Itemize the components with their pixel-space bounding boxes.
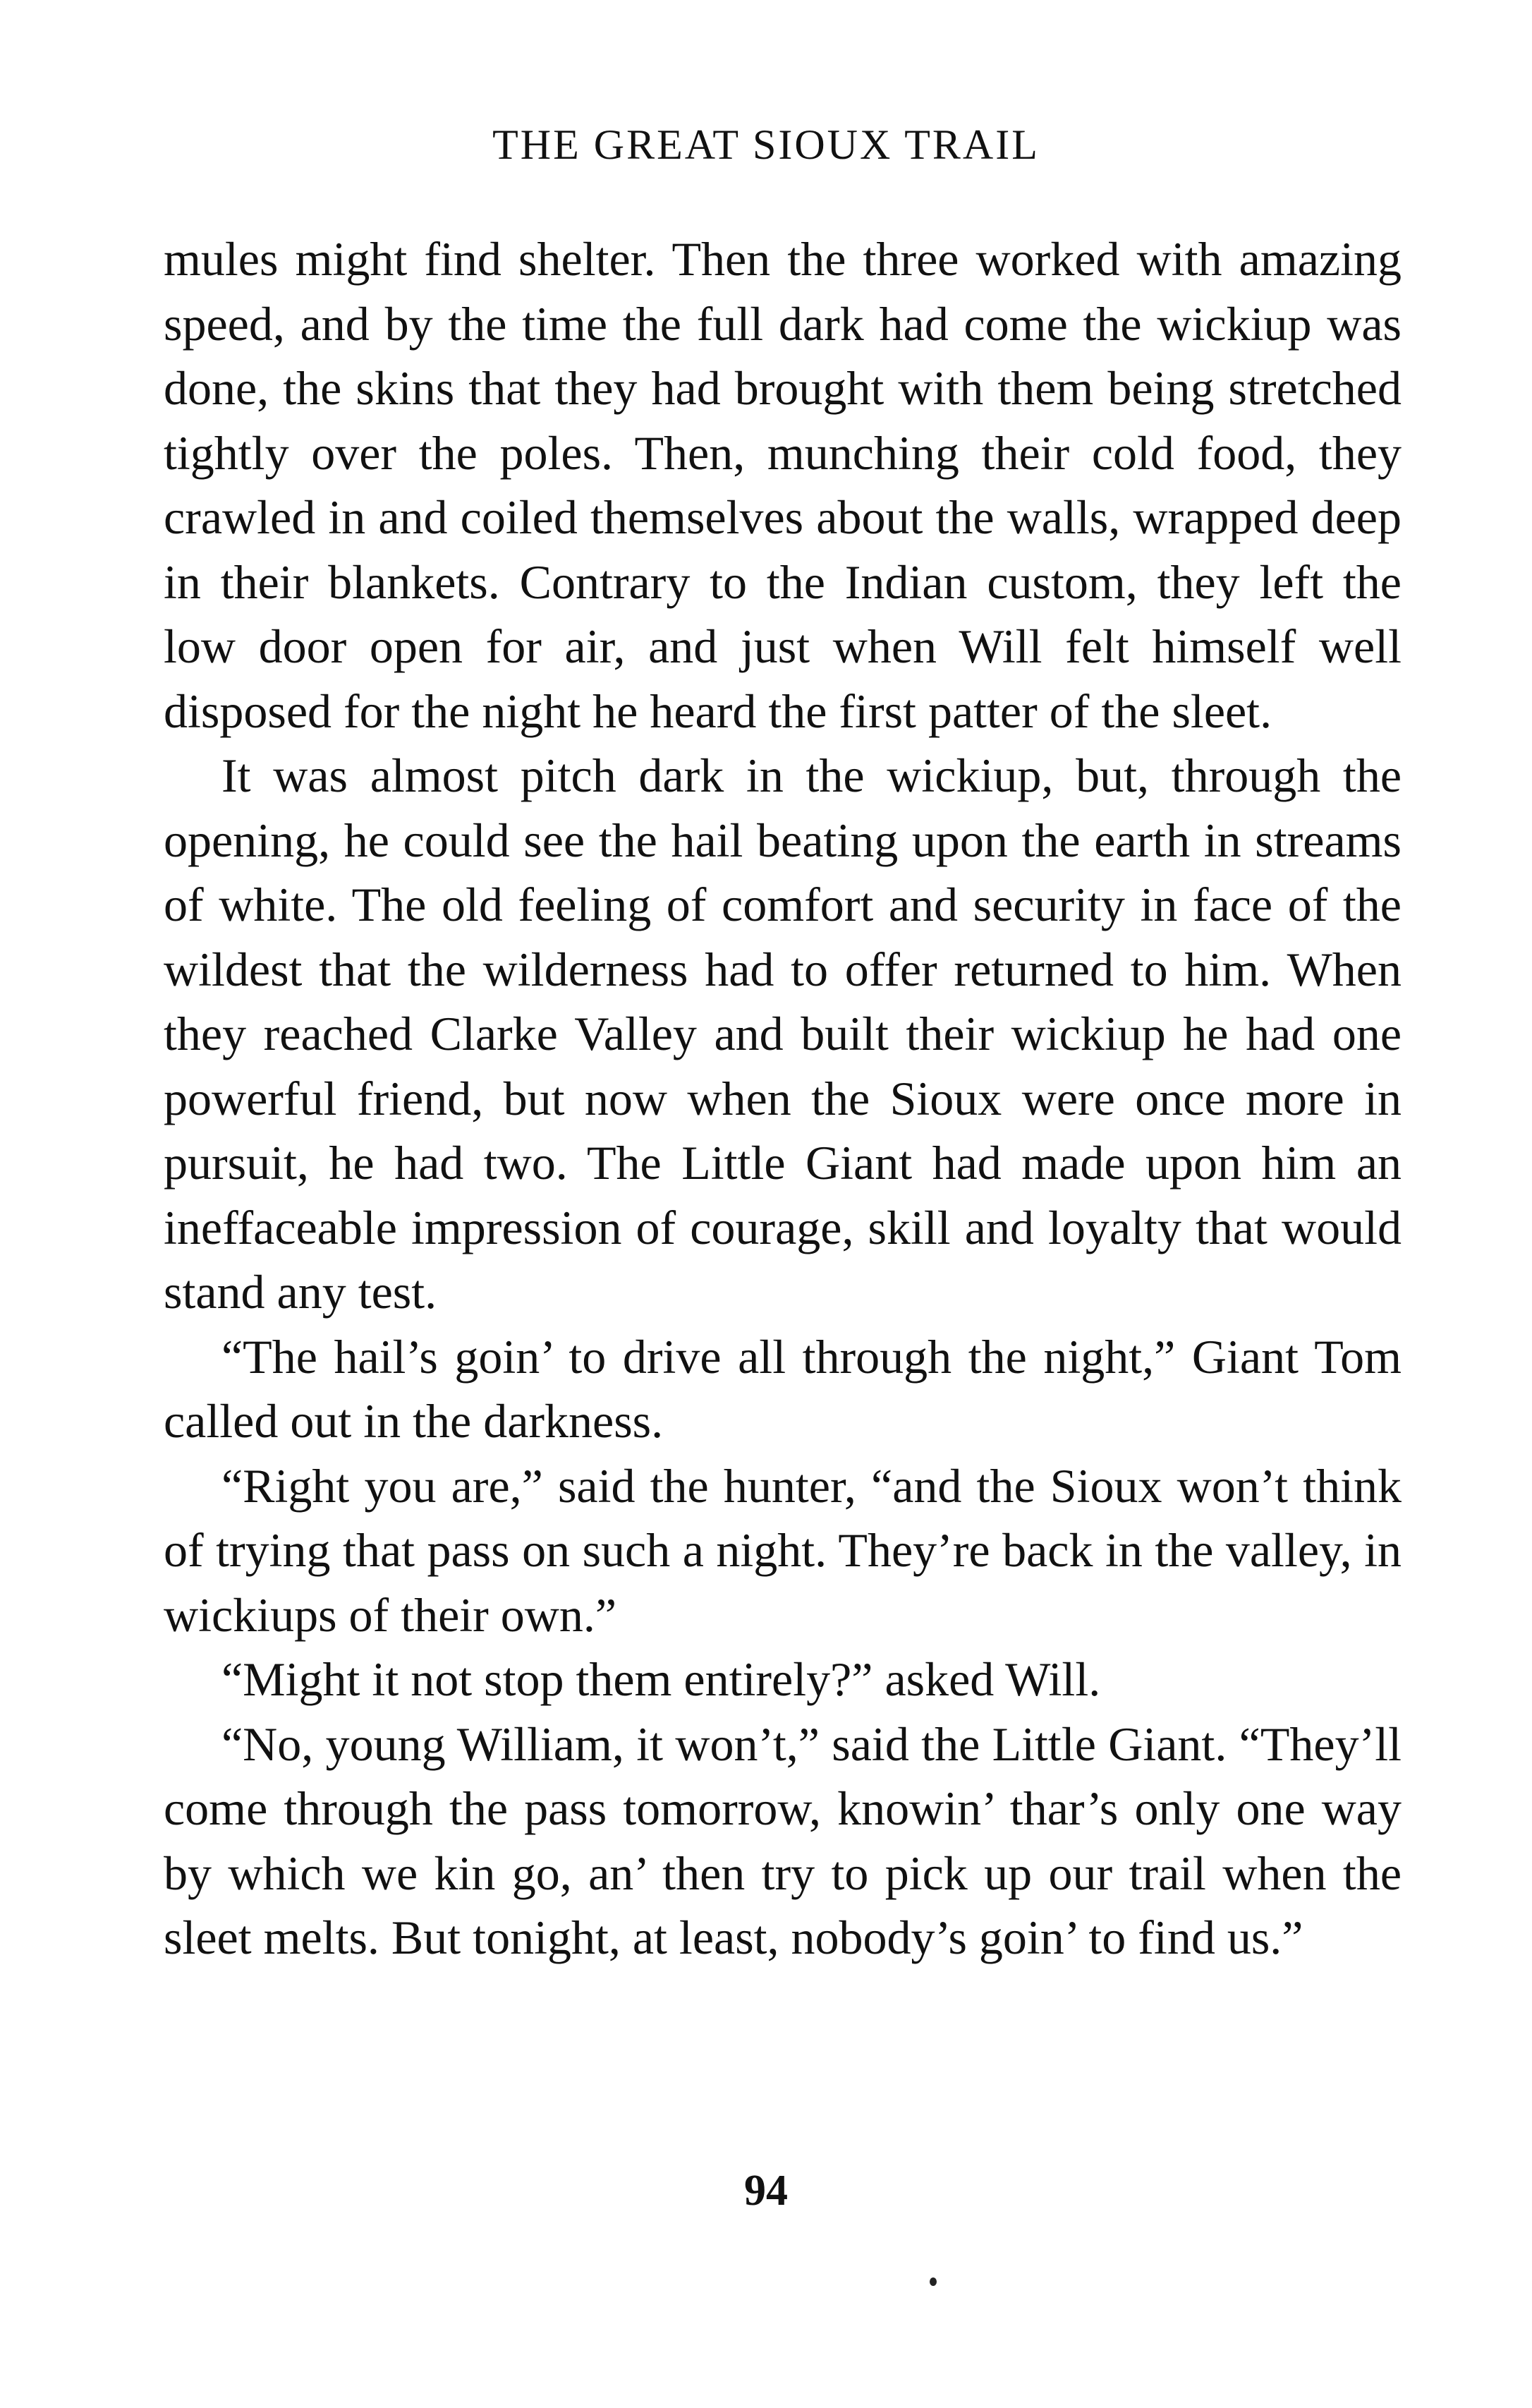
paragraph: “Right you are,” said the hunter, “and the Sioux won’t think of trying that pass on such a night. They’re back in the valley, in wickiups of their own.” (164, 1458, 1402, 1642)
print-speck (930, 2277, 937, 2286)
running-head: THE GREAT SIOUX TRAIL (492, 121, 1040, 168)
paragraph-continued: mules might find shelter. Then the three worked with amazing speed, and by the time the full dark had come the wickiup was done, the skins that they had brought with them being stretched tightly over the poles. Then, munching their cold food, they crawled in and coiled themselves about the walls, wrapped deep in their blankets. Contrary to the Indian custom, they left the low door open for air, and just when Will felt himself well disposed for the night he heard the first patter of the sleet. (164, 232, 1402, 738)
paragraph: “Might it not stop them entirely?” asked Will. (221, 1652, 1101, 1706)
paragraph: “No, young William, it won’t,” said the Little Giant. “They’ll come through the pass tomorrow, knowin’ thar’s only one way by which we kin go, an’ then try to pick up our trail when the sleet melts. But tonight, at least, nobody’s goin’ to find us.” (164, 1717, 1402, 1964)
paragraph: “The hail’s goin’ to drive all through the night,” Giant Tom called out in the darkness. (164, 1329, 1402, 1448)
paragraph: It was almost pitch dark in the wickiup, but, through the opening, he could see the hail beating upon the earth in streams of white. The old feeling of comfort and security in face of the wildest that the wilderness had to offer returned to him. When they reached Clarke Valley and built their wickiup he had one powerful friend, but now when the Sioux were once more in pursuit, he had two. The Little Giant had made upon him an ineffaceable impression of courage, skill and loyalty that would stand any test. (164, 749, 1402, 1319)
body-text (164, 227, 1402, 1971)
page-number: 94 (744, 2167, 788, 2215)
